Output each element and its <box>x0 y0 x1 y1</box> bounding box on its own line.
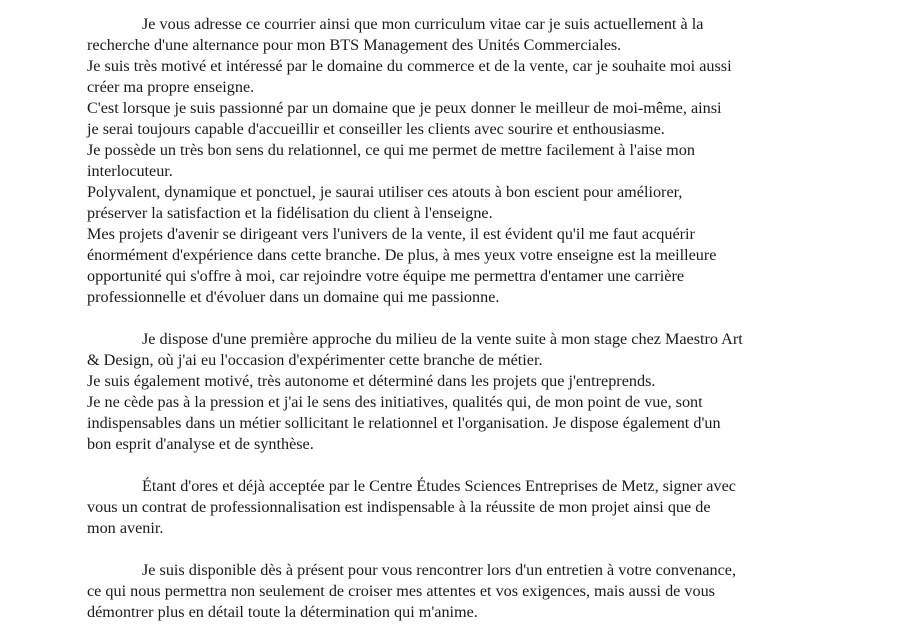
text-line: je serai toujours capable d'accueillir et conseiller les clients avec sourire et enthousiasme. <box>87 120 665 138</box>
text-line: interlocuteur. <box>87 162 173 180</box>
text-line: & Design, où j'ai eu l'occasion d'expérimenter cette branche de métier. <box>87 351 543 369</box>
letter-body <box>87 14 832 623</box>
text-line: recherche d'une alternance pour mon BTS Management des Unités Commerciales. <box>87 36 622 54</box>
paragraph-school <box>87 476 832 539</box>
text-line: indispensables dans un métier sollicitant le relationnel et l'organisation. Je dispose également d'un <box>87 414 721 432</box>
text-line: C'est lorsque je suis passionné par un domaine que je peux donner le meilleur de moi-même, ainsi <box>87 99 722 117</box>
text-line: opportunité qui s'offre à moi, car rejoindre votre équipe me permettra d'entamer une carrière <box>87 267 685 285</box>
text-line: Polyvalent, dynamique et ponctuel, je saurai utiliser ces atouts à bon escient pour améliorer, <box>87 183 683 201</box>
text-line: Mes projets d'avenir se dirigeant vers l'univers de la vente, il est évident qu'il me faut acquérir <box>87 225 695 243</box>
paragraph-experience <box>87 329 832 455</box>
text-line: professionnelle et d'évoluer dans un domaine qui me passionne. <box>87 288 500 306</box>
text-line: vous un contrat de professionnalisation est indispensable à la réussite de mon projet ainsi que de <box>87 498 711 516</box>
text-line: créer ma propre enseigne. <box>87 78 255 96</box>
text-line: ce qui nous permettra non seulement de croiser mes attentes et vos exigences, mais aussi de vous <box>87 582 715 600</box>
text-line: Je dispose d'une première approche du milieu de la vente suite à mon stage chez Maestro Art <box>142 330 743 348</box>
text-line: Je suis également motivé, très autonome et déterminé dans les projets que j'entreprends. <box>87 372 656 390</box>
paragraph-availability <box>87 560 832 623</box>
text-line: énormément d'expérience dans cette branche. De plus, à mes yeux votre enseigne est la meilleure <box>87 246 717 264</box>
text-line: préserver la satisfaction et la fidélisation du client à l'enseigne. <box>87 204 493 222</box>
text-line: Je possède un très bon sens du relationnel, ce qui me permet de mettre facilement à l'aise mon <box>87 141 695 159</box>
text-line: mon avenir. <box>87 519 164 537</box>
text-line: Étant d'ores et déjà acceptée par le Centre Études Sciences Entreprises de Metz, signer avec <box>142 477 736 495</box>
text-line: Je ne cède pas à la pression et j'ai le sens des initiatives, qualités qui, de mon point de vue, sont <box>87 393 703 411</box>
paragraph-motivation <box>87 14 832 308</box>
text-line: bon esprit d'analyse et de synthèse. <box>87 435 314 453</box>
text-line: Je suis disponible dès à présent pour vous rencontrer lors d'un entretien à votre convenance, <box>142 561 737 579</box>
text-line: Je suis très motivé et intéressé par le domaine du commerce et de la vente, car je souhaite moi aussi <box>87 57 732 75</box>
text-line: Je vous adresse ce courrier ainsi que mon curriculum vitae car je suis actuellement à la <box>142 15 704 33</box>
text-line: démontrer plus en détail toute la détermination qui m'anime. <box>87 603 478 621</box>
